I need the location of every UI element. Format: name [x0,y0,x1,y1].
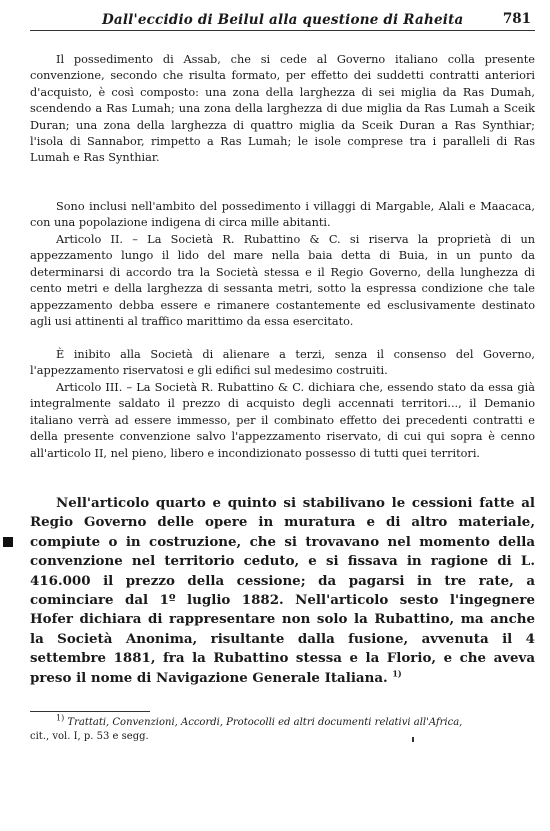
running-header [30,10,535,31]
footnote-citation: cit., vol. I, p. 53 e segg. [30,731,149,742]
margin-mark [3,537,13,547]
main-paragraph [30,494,535,688]
footnote-marker: 1) [56,713,65,723]
paragraph-text: Articolo III. – La Società R. Rubattino & C. dichiara che, essendo stato da essa già integralmente saldato il prezzo di acquisto degli accennati territori..., il Demanio italiano verrà ad essere immesso, per il combinato effetto dei precedenti contratti e della presente convenzione salvo l'appezzamento riservato, di cui qui sopra è cenno all'articolo II, nel pieno, libero e incondizionato possesso di tutti quei territori. [30,381,535,460]
paragraph-article-2 [30,232,535,330]
running-title: Dall'eccidio di Beilul alla questione di Raheita [102,12,464,28]
paragraph-assab-possession [30,52,535,167]
footnote-italic: Trattati, Convenzioni, Accordi, Protocolli ed altri documenti relativi all'Africa, [67,717,463,728]
page-number: 781 [502,11,531,27]
paragraph-text: Sono inclusi nell'ambito del possedimento i villaggi di Margable, Alali e Maacaca, con una popolazione indigena di circa mille abitanti. [30,200,535,230]
paragraph-alienation [30,347,535,380]
paragraph-text: Articolo II. – La Società R. Rubattino & C. si riserva la proprietà di un appezzamento lungo il lido del mare nella baia detta di Buia, in un punto da determinarsi di accordo tra la Società stessa e il Regio Governo, della lunghezza di cento metri e della larghezza di sessanta metri, sotto la espressa condizione che tale appezzamento debba essere e rimanere costantemente ed esclusivamente destinato agli usi attinenti al traffico marittimo da essa esercitato. [30,233,535,329]
footnote [30,713,535,744]
footnote-reference: 1) [392,668,402,679]
footnote-text [30,713,535,744]
paragraph-text: È inibito alla Società di alienare a terzi, senza il consenso del Governo, l'appezzamento riservatosi e gli edifici sul medesimo costruiti. [30,348,535,378]
stray-mark [412,737,414,742]
paragraph-text: Il possedimento di Assab, che si cede al Governo italiano colla presente convenzione, secondo che risulta formato, per effetto dei suddetti contratti anteriori d'acquisto, è così composto: una zona della larghezza di sei miglia da Ras Dumah, scendendo a Ras Lumah; una zona della larghezza di due miglia da Ras Lumah a Sceik Duran; una zona della larghezza di quattro miglia da Sceik Duran a Ras Synthiar; l'isola di Sannabor, rimpetto a Ras Lumah; le isole comprese tra i paralleli di Ras Lumah e Ras Synthiar. [30,53,535,165]
paragraph-villages [30,199,535,232]
main-paragraph-text: Nell'articolo quarto e quinto si stabilivano le cessioni fatte al Regio Governo delle opere in muratura e di altro materiale, compiute o in costruzione, che si trovavano nel momento della convenzione nel territorio ceduto, e si fissava in ragione di L. 416.000 il prezzo della cessione; da pagarsi in tre rate, a cominciare dal 1º luglio 1882. Nell'articolo sesto l'ingegnere Hofer dichiara di rappresentare non solo la Rubattino, ma anche la Società Anonima, risultante dalla fusione, avvenuta il 4 settembre 1881, fra la Rubattino stessa e la Florio, e che aveva preso il nome di Navigazione Generale Italiana. $^{1)}$ [30,495,535,686]
paragraph-article-3 [30,380,535,462]
footnote-divider [30,711,150,712]
